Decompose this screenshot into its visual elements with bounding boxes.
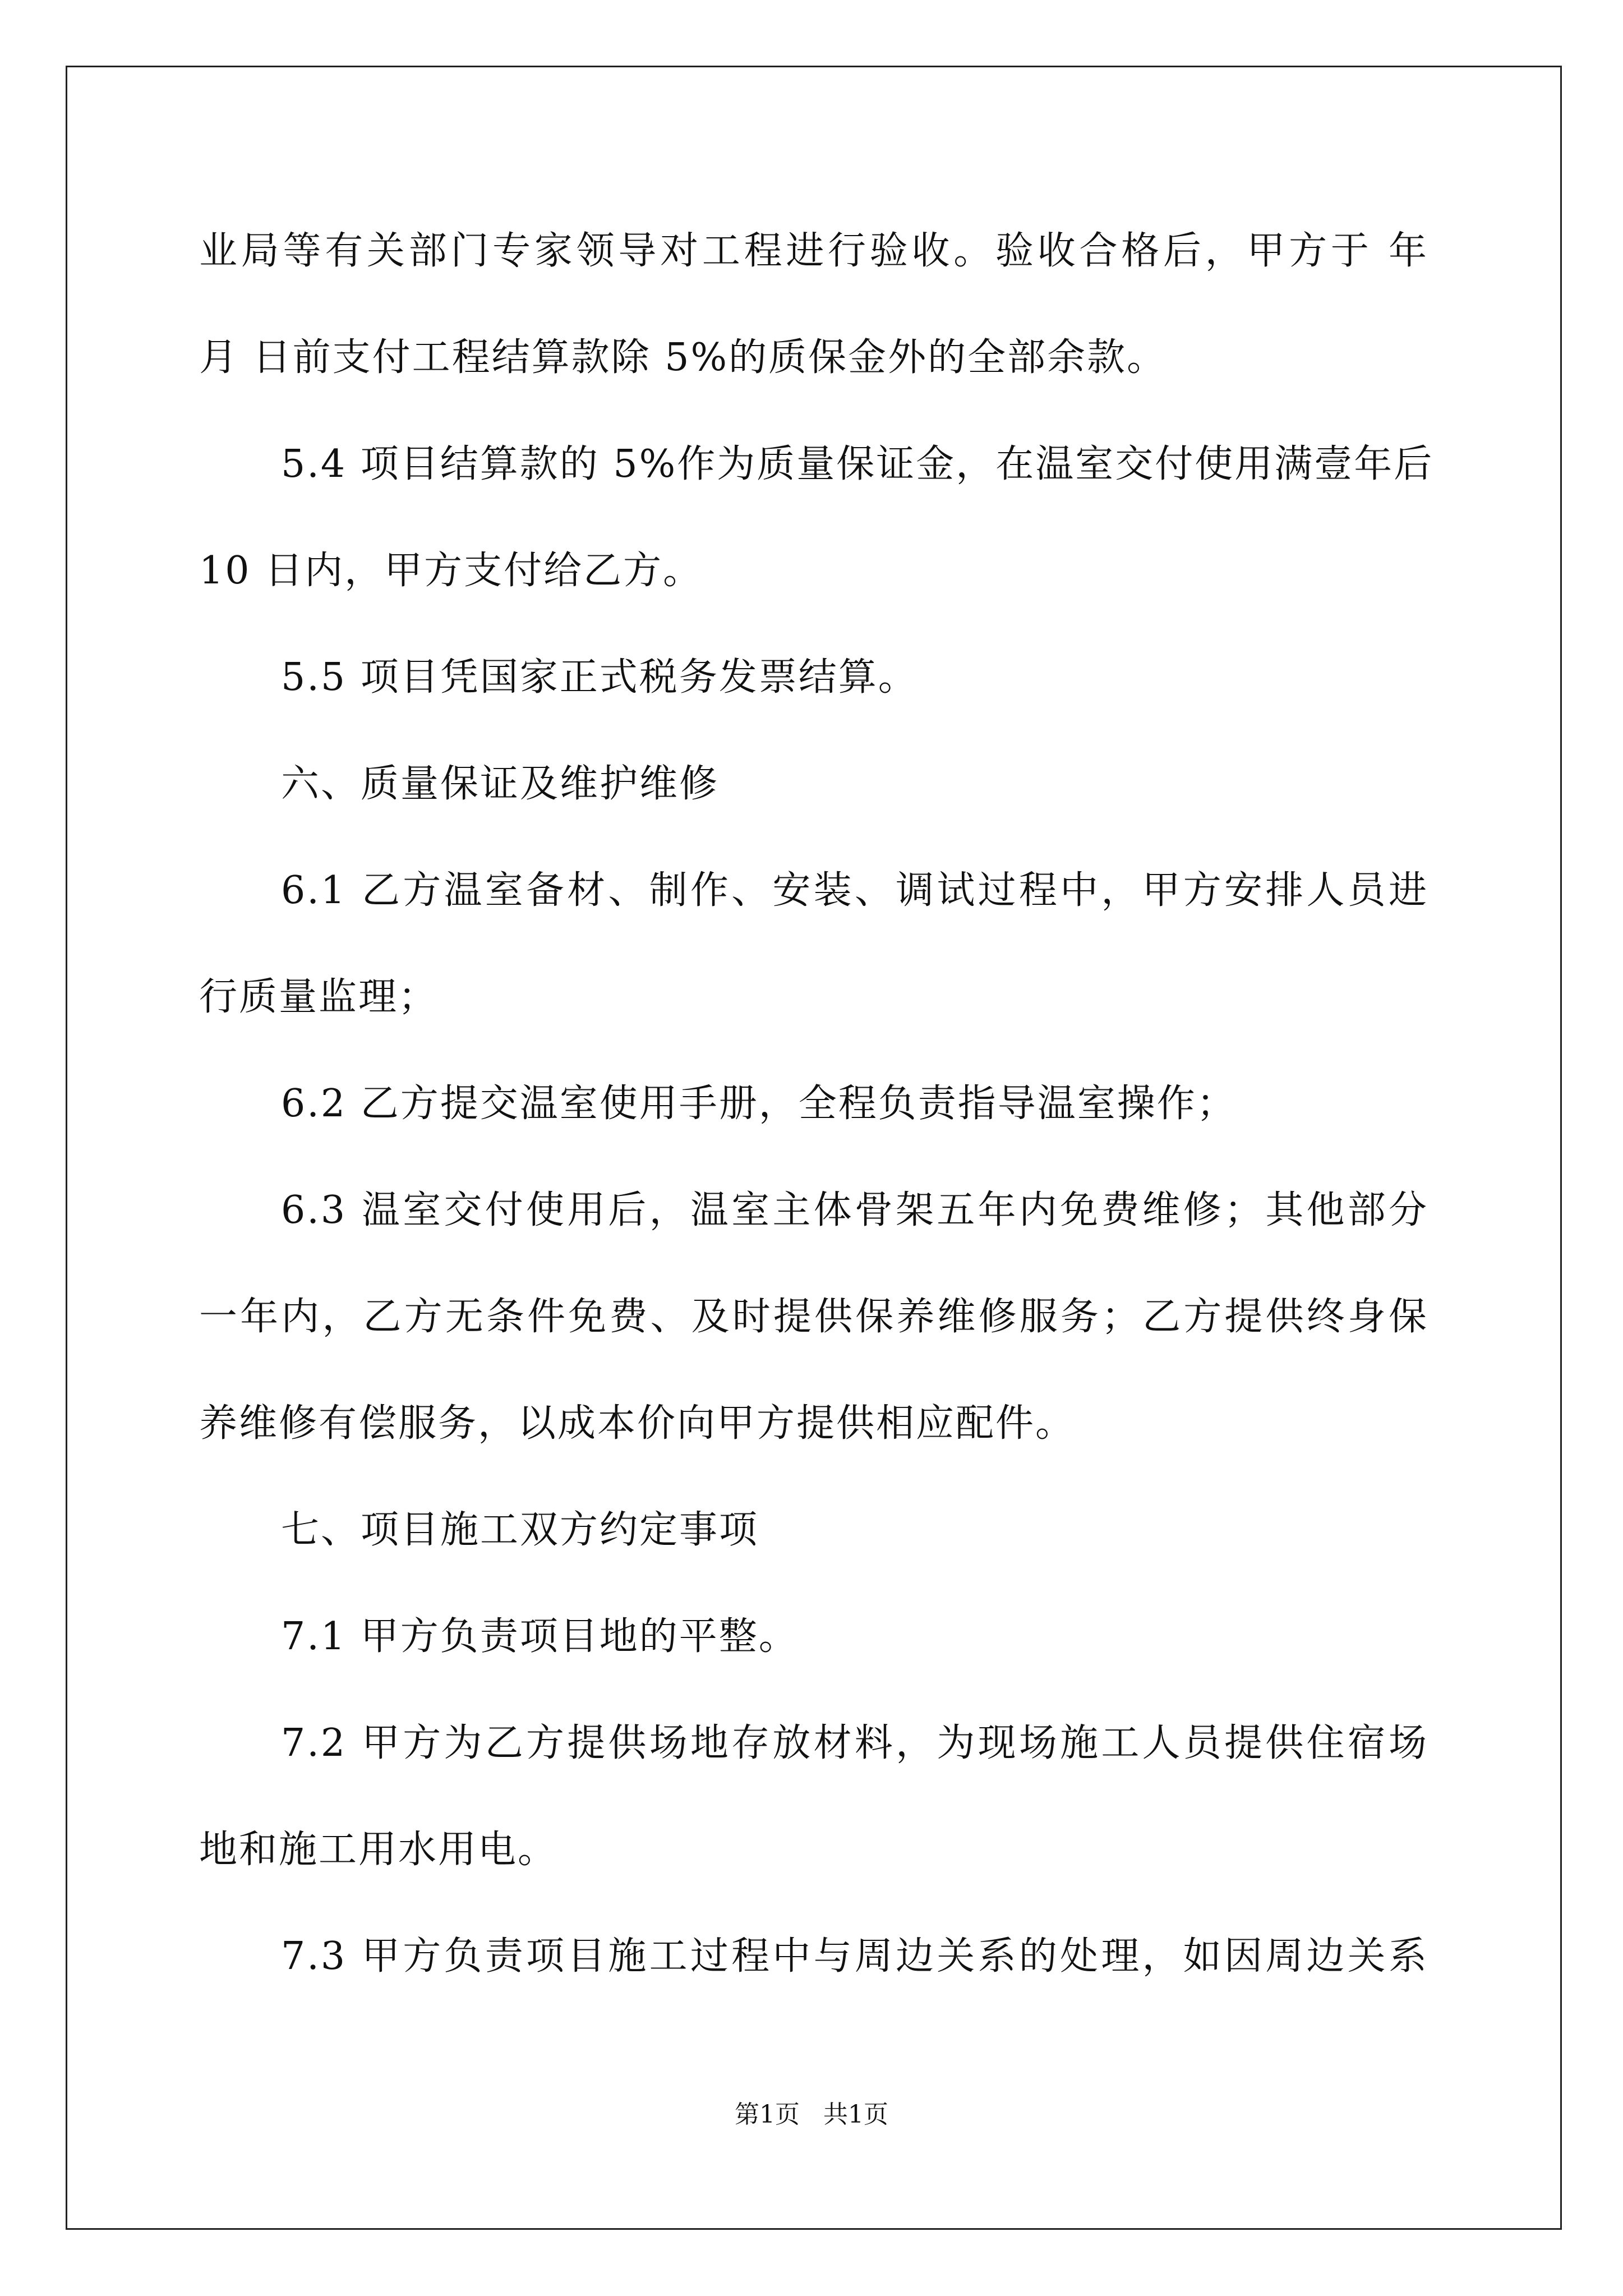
paragraph-line: 10 日内，甲方支付给乙方。 — [199, 549, 703, 593]
paragraph-line: 业局等有关部门专家领导对工程进行验收。验收合格后，甲方于 年 — [199, 229, 1428, 273]
page-number-total: 共1页 — [823, 2100, 888, 2129]
paragraph-line: 养维修有偿服务，以成本价向甲方提供相应配件。 — [199, 1401, 1076, 1446]
document-body — [199, 218, 1434, 2030]
paragraph-line: 地和施工用水用电。 — [199, 1828, 558, 1872]
page-footer — [0, 2098, 1623, 2132]
page-number-current: 第1页 — [735, 2100, 800, 2129]
section-heading: 七、项目施工双方约定事项 — [281, 1508, 759, 1552]
paragraph-line: 6.2 乙方提交温室使用手册，全程负责指导温室操作； — [281, 1082, 1237, 1126]
paragraph-line: 7.2 甲方为乙方提供场地存放材料，为现场施工人员提供住宿场 — [281, 1721, 1428, 1765]
paragraph-line: 7.3 甲方负责项目施工过程中与周边关系的处理，如因周边关系 — [281, 1934, 1428, 1978]
paragraph-line: 7.1 甲方负责项目地的平整。 — [281, 1614, 799, 1659]
paragraph-line: 6.3 温室交付使用后，温室主体骨架五年内免费维修；其他部分 — [281, 1188, 1428, 1232]
paragraph-line: 月 日前支付工程结算款除 5%的质保金外的全部余款。 — [199, 335, 1167, 380]
paragraph-line: 行质量监理； — [199, 975, 439, 1019]
paragraph-line: 一年内，乙方无条件免费、及时提供保养维修服务；乙方提供终身保 — [199, 1295, 1428, 1339]
paragraph-line: 5.5 项目凭国家正式税务发票结算。 — [281, 655, 918, 700]
paragraph-line: 5.4 项目结算款的 5%作为质量保证金，在温室交付使用满壹年后 — [281, 442, 1434, 486]
section-heading: 六、质量保证及维护维修 — [281, 762, 720, 806]
paragraph-line: 6.1 乙方温室备材、制作、安装、调试过程中，甲方安排人员进 — [281, 868, 1428, 913]
